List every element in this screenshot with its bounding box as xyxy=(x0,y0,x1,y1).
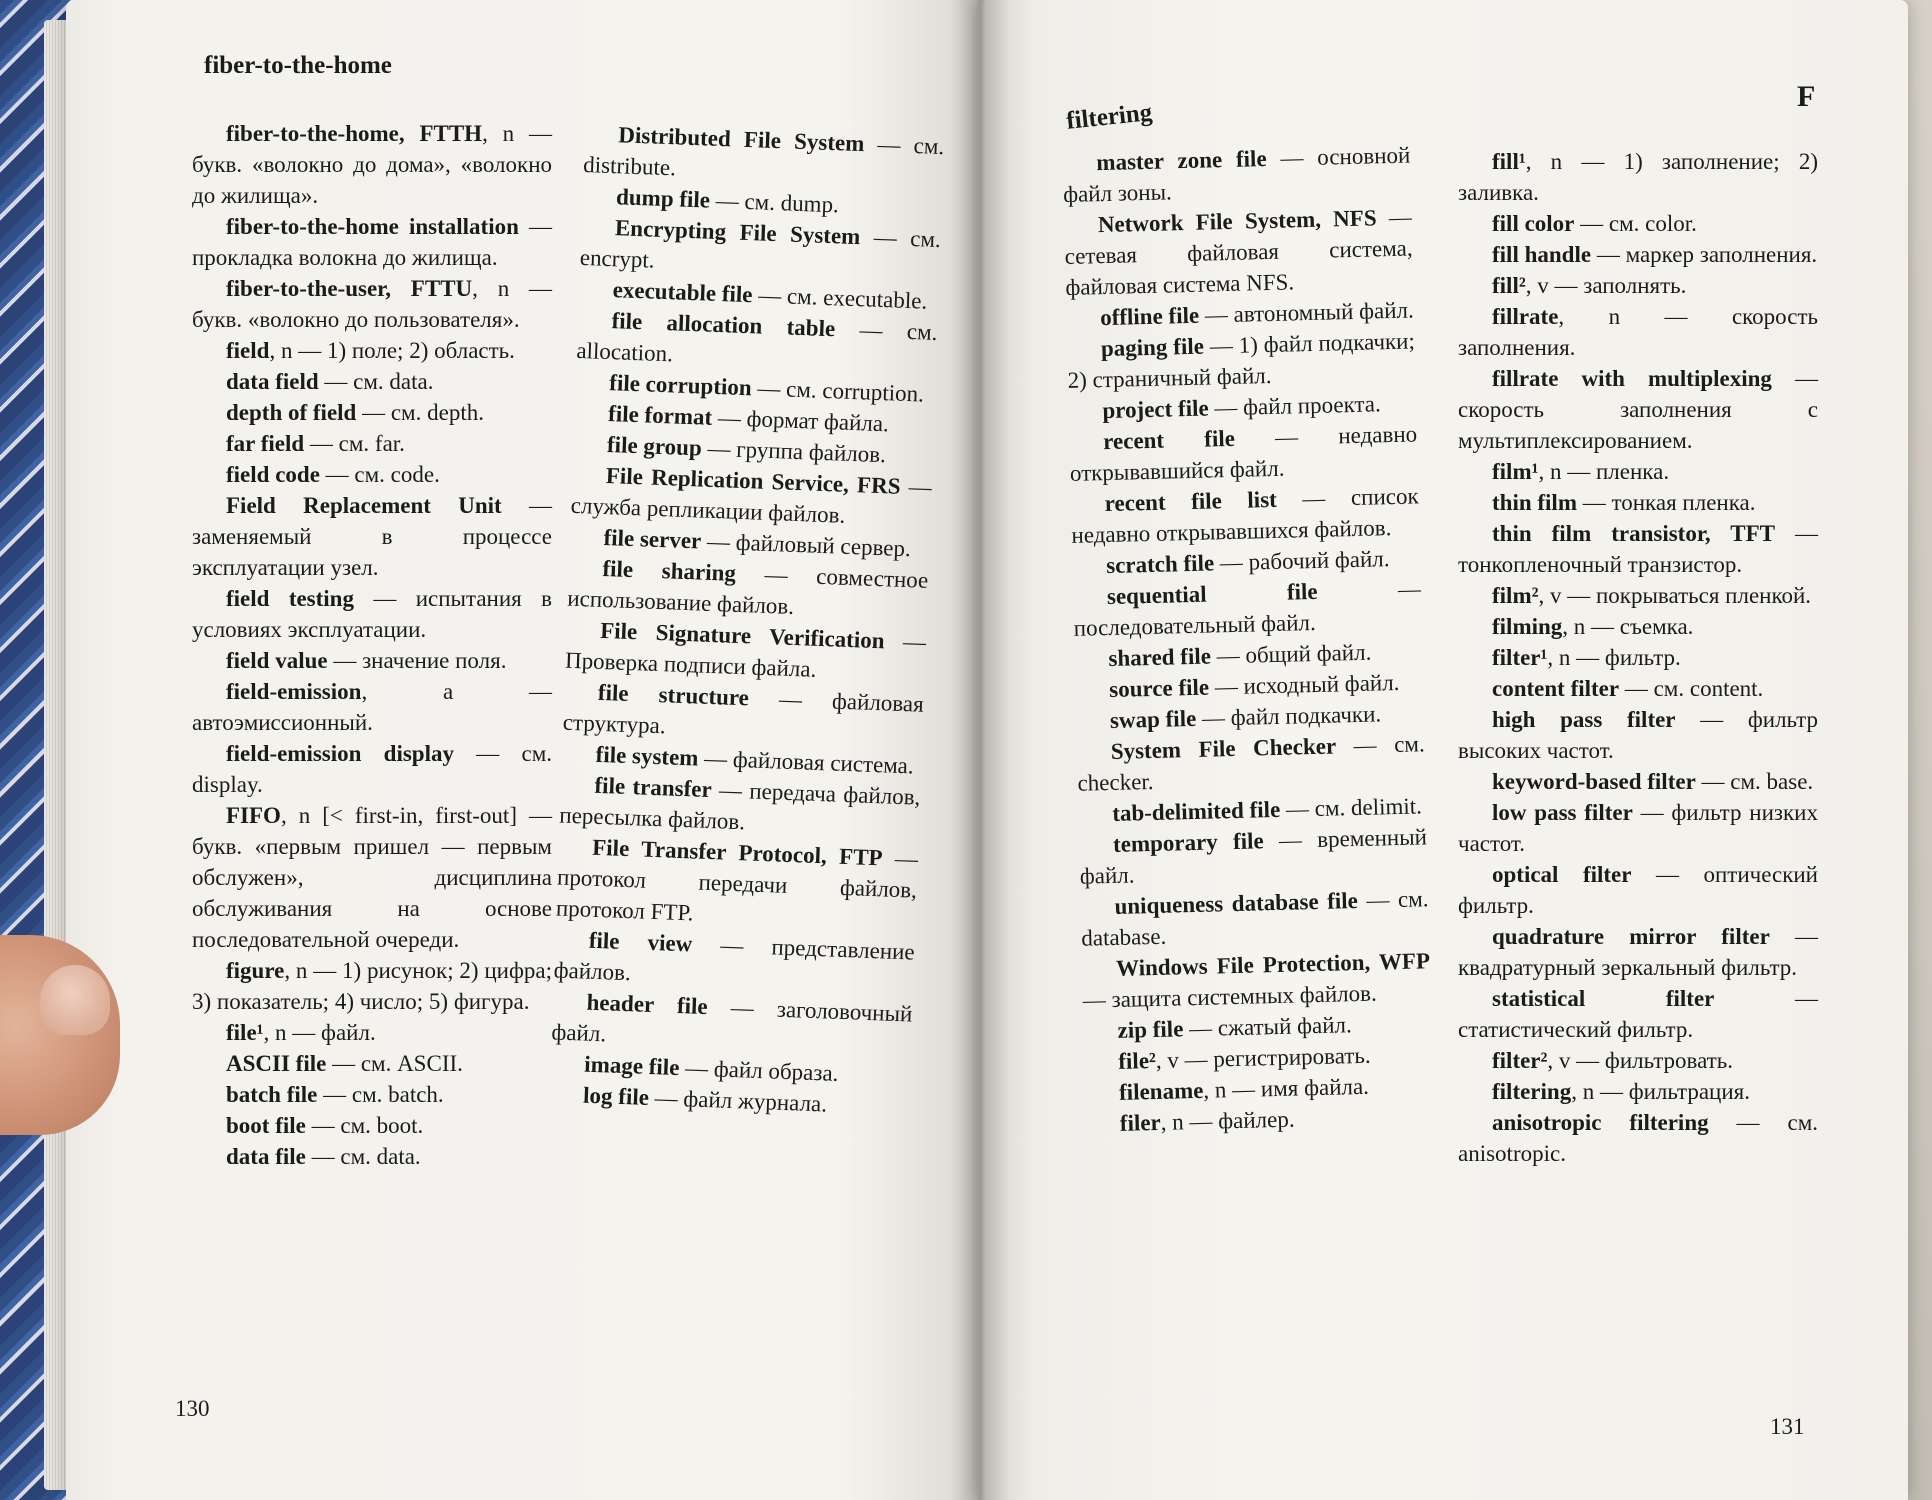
dictionary-entry: statistical filter — статистический фильтр. xyxy=(1458,986,1818,1042)
left-running-head: fiber-to-the-home xyxy=(204,52,392,79)
dictionary-entry: File Signature Verification — Проверка подписи файла. xyxy=(564,617,927,682)
dictionary-entry: field testing — испытания в условиях эксплуатации. xyxy=(192,586,552,642)
dictionary-entry: source file — исходный файл. xyxy=(1108,669,1400,703)
dictionary-entry: dump file — см. dump. xyxy=(615,184,840,218)
dictionary-entry: fiber-to-the-home installation — прокладка волокна до жилища. xyxy=(192,214,552,270)
dictionary-entry: file corruption — см. corruption. xyxy=(608,370,925,407)
dictionary-entry: project file — файл проекта. xyxy=(1102,391,1381,424)
dictionary-entry: content filter — см. content. xyxy=(1492,676,1764,701)
dictionary-entry: file transfer — передача файлов, пересылка файлов. xyxy=(558,772,921,835)
dictionary-entry: file system — файловая система. xyxy=(595,741,915,779)
dictionary-entry: fillrate, n — скорость заполнения. xyxy=(1458,304,1818,360)
dictionary-entry: fillrate with multiplexing — скорость заполнения с мультиплексированием. xyxy=(1458,366,1818,453)
dictionary-entry: Network File System, NFS — сетевая файловая система, файловая система NFS. xyxy=(1064,204,1413,300)
dictionary-entry: quadrature mirror filter — квадратурный зеркальный фильтр. xyxy=(1458,924,1818,980)
dictionary-entry: fill¹, n — 1) заполнение; 2) заливка. xyxy=(1458,149,1818,205)
dictionary-entry: filtering, n — фильтрация. xyxy=(1492,1079,1750,1104)
dictionary-entry: boot file — см. boot. xyxy=(226,1113,424,1138)
dictionary-entry: fill handle — маркер заполнения. xyxy=(1492,242,1818,267)
dictionary-entry: fiber-to-the-home, FTTH, n — букв. «волокно до дома», «волокно до жилища». xyxy=(192,121,553,208)
right-page-number: 131 xyxy=(1770,1414,1805,1439)
dictionary-entry: file server — файловый сервер. xyxy=(603,524,912,562)
dictionary-entry: scratch file — рабочий файл. xyxy=(1105,546,1390,579)
dictionary-entry: low pass filter — фильтр низких частот. xyxy=(1458,800,1818,856)
dictionary-entry: thin film transistor, TFT — тонкопленочный транзистор. xyxy=(1458,521,1818,577)
dictionary-entry: uniqueness database file — см. database. xyxy=(1081,886,1429,951)
dictionary-entry: batch file — см. batch. xyxy=(226,1082,444,1107)
dictionary-entry: filename, n — имя файла. xyxy=(1118,1073,1370,1105)
dictionary-entry: File Replication Service, FRS — служба репликации файлов. xyxy=(570,463,933,528)
dictionary-entry: field value — значение поля. xyxy=(226,648,507,673)
dictionary-entry: optical filter — оптический фильтр. xyxy=(1458,862,1818,918)
dictionary-entry: file allocation table — см. allocation. xyxy=(576,308,938,367)
dictionary-entry: executable file — см. executable. xyxy=(612,277,928,314)
dictionary-entry: depth of field — см. depth. xyxy=(226,400,484,425)
dictionary-entry: file structure — файловая структура. xyxy=(562,679,925,739)
dictionary-entry: field-emission display — см. display. xyxy=(192,741,552,797)
dictionary-entry: filer, n — файлер. xyxy=(1119,1106,1295,1136)
dictionary-entry: field code — см. code. xyxy=(226,462,440,487)
dictionary-entry: film¹, n — пленка. xyxy=(1492,459,1670,484)
dictionary-entry: sequential file — последовательный файл. xyxy=(1073,576,1422,641)
dictionary-entry: master zone file — основной файл зоны. xyxy=(1062,142,1411,207)
dictionary-entry: recent file list — список недавно открывавшихся файлов. xyxy=(1071,483,1419,548)
dictionary-entry: temporary file — временный файл. xyxy=(1079,824,1428,889)
dictionary-entry: data field — см. data. xyxy=(226,369,434,394)
dictionary-entry: high pass filter — фильтр высоких частот. xyxy=(1458,707,1819,763)
dictionary-entry: file sharing — совместное использование файлов. xyxy=(566,555,929,619)
dictionary-entry: fiber-to-the-user, FTTU, n — букв. «волокно до пользователя». xyxy=(192,276,553,332)
dictionary-entry: log file — файл журнала. xyxy=(582,1082,828,1117)
dictionary-entry: field-emission, a — автоэмиссионный. xyxy=(192,679,552,735)
dictionary-entry: Distributed File System — см. distribute. xyxy=(582,122,945,181)
dictionary-entry: keyword-based filter — см. base. xyxy=(1492,769,1814,794)
dictionary-entry: file¹, n — файл. xyxy=(226,1020,376,1045)
dictionary-entry: Windows File Protection, WFP — защита системных файлов. xyxy=(1082,948,1431,1013)
dictionary-entry: filter², v — фильтровать. xyxy=(1492,1048,1734,1073)
dictionary-entry: file group — группа файлов. xyxy=(606,432,887,468)
dictionary-entry: ASCII file — см. ASCII. xyxy=(226,1051,463,1076)
dictionary-entry: file², v — регистрировать. xyxy=(1118,1042,1371,1074)
dictionary-entry: thin film — тонкая пленка. xyxy=(1492,490,1756,515)
dictionary-entry: offline file — автономный файл. xyxy=(1099,297,1415,331)
dictionary-entry: anisotropic filtering — см. anisotropic. xyxy=(1458,1110,1818,1166)
dictionary-entry: recent file — недавно открывавшийся файл. xyxy=(1069,421,1418,486)
dictionary-entry: shared file — общий файл. xyxy=(1108,639,1372,672)
dictionary-entry: tab-delimited file — см. delimit. xyxy=(1111,793,1423,826)
dictionary-entry: figure, n — 1) рисунок; 2) цифра; 3) показатель; 4) число; 5) фигура. xyxy=(192,958,552,1014)
left-page-column-1 xyxy=(192,118,552,1172)
dictionary-entry: zip file — сжатый файл. xyxy=(1117,1012,1353,1043)
thumbnail-finger xyxy=(40,965,110,1035)
dictionary-entry: swap file — файл подкачки. xyxy=(1109,701,1382,733)
book-gutter xyxy=(950,0,1010,1500)
dictionary-entry: file format — формат файла. xyxy=(607,401,890,437)
dictionary-entry: filming, n — съемка. xyxy=(1492,614,1694,639)
dictionary-entry: data file — см. data. xyxy=(226,1144,421,1169)
dictionary-entry: file view — представление файлов. xyxy=(553,927,916,986)
dictionary-entry: paging file — 1) файл подкачки; 2) страничный файл. xyxy=(1067,328,1416,393)
dictionary-entry: filter¹, n — фильтр. xyxy=(1492,645,1681,670)
left-page-column-2 xyxy=(549,118,945,1123)
section-letter: F xyxy=(1797,80,1816,113)
dictionary-entry: film², v — покрываться пленкой. xyxy=(1492,583,1812,608)
right-running-head: filtering xyxy=(1065,99,1154,135)
dictionary-entry: Field Replacement Unit — заменяемый в процессе эксплуатации узел. xyxy=(192,493,552,580)
dictionary-entry: System File Checker — см. checker. xyxy=(1077,731,1425,796)
left-page-number: 130 xyxy=(175,1396,210,1421)
dictionary-entry: fill color — см. color. xyxy=(1492,211,1697,236)
dictionary-entry: File Transfer Protocol, FTP — протокол передачи файлов, протокол FTP. xyxy=(555,834,919,926)
right-page-column-1 xyxy=(1062,139,1434,1139)
dictionary-entry: header file — заголовочный файл. xyxy=(551,989,913,1047)
dictionary-entry: far field — см. far. xyxy=(226,431,405,456)
dictionary-entry: field, n — 1) поле; 2) область. xyxy=(226,338,515,363)
dictionary-entry: FIFO, n [< first-in, first-out] — букв. «первым пришел — первым обслужен», дисциплина обслуживания на основе последовательной очереди. xyxy=(192,803,552,952)
dictionary-entry: image file — файл образа. xyxy=(583,1051,839,1086)
dictionary-entry: Encrypting File System — см. encrypt. xyxy=(579,215,942,273)
right-page-column-2 xyxy=(1458,146,1818,1169)
dictionary-entry: fill², v — заполнять. xyxy=(1492,273,1687,298)
